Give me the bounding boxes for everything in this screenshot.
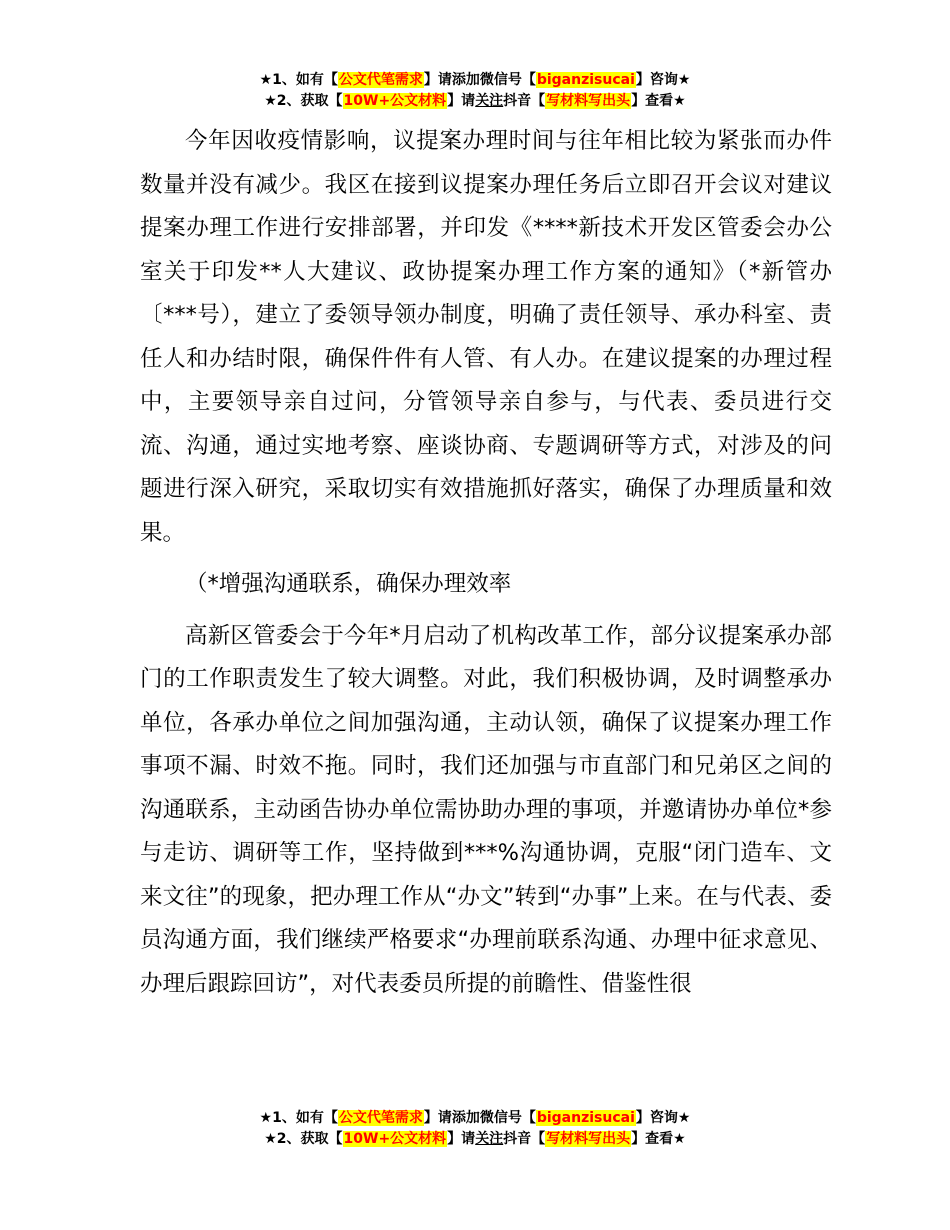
banner-text: ★1、如有【 — [259, 1110, 338, 1126]
banner-highlight-douyin: 写材料写出头 — [546, 93, 631, 109]
paragraph-1: 今年因收疫情影响，议提案办理时间与往年相比较为紧张而办件数量并没有减少。我区在接到议提案办理任务后立即召开会议对建议提案办理工作进行安排部署，并印发《****新技术开发区管委会办公室关于印发**人大建议、政协提案办理工作方案的通知》（*新管办〔***号），建立了委领导领办制度，明确了责任领导、承办科室、责任人和办结时限，确保件件有人管、有人办。在建议提案的办理过程中，主要领导亲自过问，分管领导亲自参与，与代表、委员进行交流、沟通，通过实地考察、座谈协商、专题调研等方式，对涉及的问题进行深入研究，采取切实有效措施抓好落实，确保了办理质量和效果。 — [140, 128, 832, 546]
banner-text: ★2、获取【 — [264, 93, 343, 109]
banner-highlight: 公文代笔需求 — [338, 72, 423, 88]
banner-line-2 — [0, 1129, 950, 1150]
paragraph-2: 高新区管委会于今年*月启动了机构改革工作，部分议提案承办部门的工作职责发生了较大调整。对此，我们积极协调，及时调整承办单位，各承办单位之间加强沟通，主动认领，确保了议提案办理工作事项不漏、时效不拖。同时，我们还加强与市直部门和兄弟区之间的沟通联系，主动函告协办单位需协助办理的事项，并邀请协办单位*参与走访、调研等工作，坚持做到***%沟通协调，克服“闭门造车、文来文往”的现象，把办理工作从“办文”转到“办事”上来。在与代表、委员沟通方面，我们继续严格要求“办理前联系沟通、办理中征求意见、办理后跟踪回访”，对代表委员所提的前瞻性、借鉴性很 — [140, 622, 832, 997]
banner-highlight-wechat: biganzisucai — [536, 1110, 635, 1126]
banner-highlight-douyin: 写材料写出头 — [546, 1131, 631, 1147]
banner-text: 】请 — [447, 93, 476, 109]
banner-text: 抖音【 — [503, 93, 546, 109]
banner-text: 】请 — [447, 1131, 476, 1147]
banner-line-1 — [0, 70, 950, 91]
banner-text: 抖音【 — [503, 1131, 546, 1147]
banner-text: 】咨询★ — [635, 1110, 691, 1126]
banner-text: 】咨询★ — [635, 72, 691, 88]
document-body — [140, 120, 832, 1006]
footer-banner — [0, 1108, 950, 1150]
banner-underlined-text: 关注 — [475, 1131, 504, 1147]
banner-text: 】请添加微信号【 — [423, 72, 536, 88]
banner-text: 】查看★ — [631, 1131, 686, 1147]
banner-line-2 — [0, 91, 950, 112]
banner-line-1 — [0, 1108, 950, 1129]
banner-text: ★1、如有【 — [259, 72, 338, 88]
banner-highlight: 公文代笔需求 — [338, 1110, 423, 1126]
banner-highlight: 10W+公文材料 — [343, 93, 447, 109]
banner-text: 】请添加微信号【 — [423, 1110, 536, 1126]
section-heading: （*增强沟通联系，确保办理效率 — [185, 571, 512, 597]
banner-text: 】查看★ — [631, 93, 686, 109]
banner-highlight-wechat: biganzisucai — [536, 72, 635, 88]
header-banner — [0, 70, 950, 112]
banner-text: ★2、获取【 — [264, 1131, 343, 1147]
banner-underlined-text: 关注 — [475, 93, 504, 109]
banner-highlight: 10W+公文材料 — [343, 1131, 447, 1147]
